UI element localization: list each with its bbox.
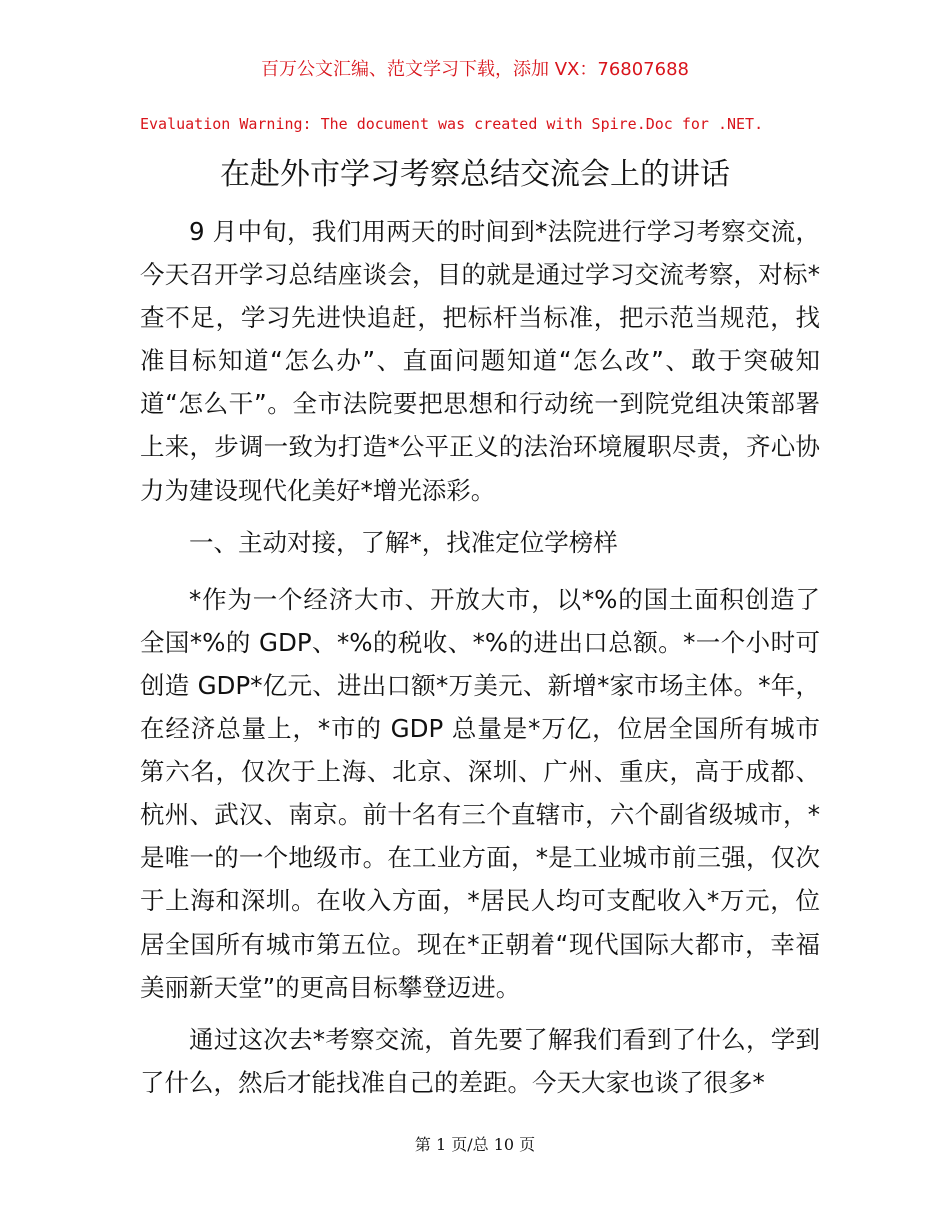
paragraph-economy: *作为一个经济大市、开放大市，以*%的国土面积创造了全国*%的 GDP、*%的税收、*%的进出口总额。*一个小时可创造 GDP*亿元、进出口额*万美元、新增*家市场主体。*年，在经济总量上，*市的 GDP 总量是*万亿，位居全国所有城市第六名，仅次于上海、北京、深圳、广州、重庆，高于成都、杭州、武汉、南京。前十名有三个直辖市，六个副省级城市，*是唯一的一个地级市。在工业方面，*是工业城市前三强，仅次于上海和深圳。在收入方面，*居民人均可支配收入*万元，位居全国所有城市第五位。现在*正朝着“现代国际大都市，幸福美丽新天堂”的更高目标攀登迈进。 (140, 584, 820, 1002)
paragraph-intro: 9 月中旬，我们用两天的时间到*法院进行学习考察交流，今天召开学习总结座谈会，目的就是通过学习交流考察，对标*查不足，学习先进快追赶，把标杆当标准，把示范当规范，找准目标知道“怎么办”、直面问题知道“怎么改”、敢于突破知道“怎么干”。全市法院要把思想和行动统一到院党组决策部署上来，步调一致为打造*公平正义的法治环境履职尽责，齐心协力为建设现代化美好*增光添彩。 (140, 217, 820, 505)
promo-header: 百万公文汇编、范文学习下载，添加 VX：76807688 (261, 59, 689, 80)
section-heading-1: 一、主动对接，了解*，找准定位学榜样 (189, 527, 618, 557)
document-title: 在赴外市学习考察总结交流会上的讲话 (220, 157, 730, 192)
page-number: 第 1 页/总 10 页 (414, 1135, 536, 1154)
evaluation-warning: Evaluation Warning: The document was created with Spire.Doc for .NET. (140, 115, 764, 133)
document-body (140, 210, 820, 1113)
paragraph-reflection: 通过这次去*考察交流，首先要了解我们看到了什么，学到了什么，然后才能找准自己的差距。今天大家也谈了很多* (140, 1024, 820, 1097)
